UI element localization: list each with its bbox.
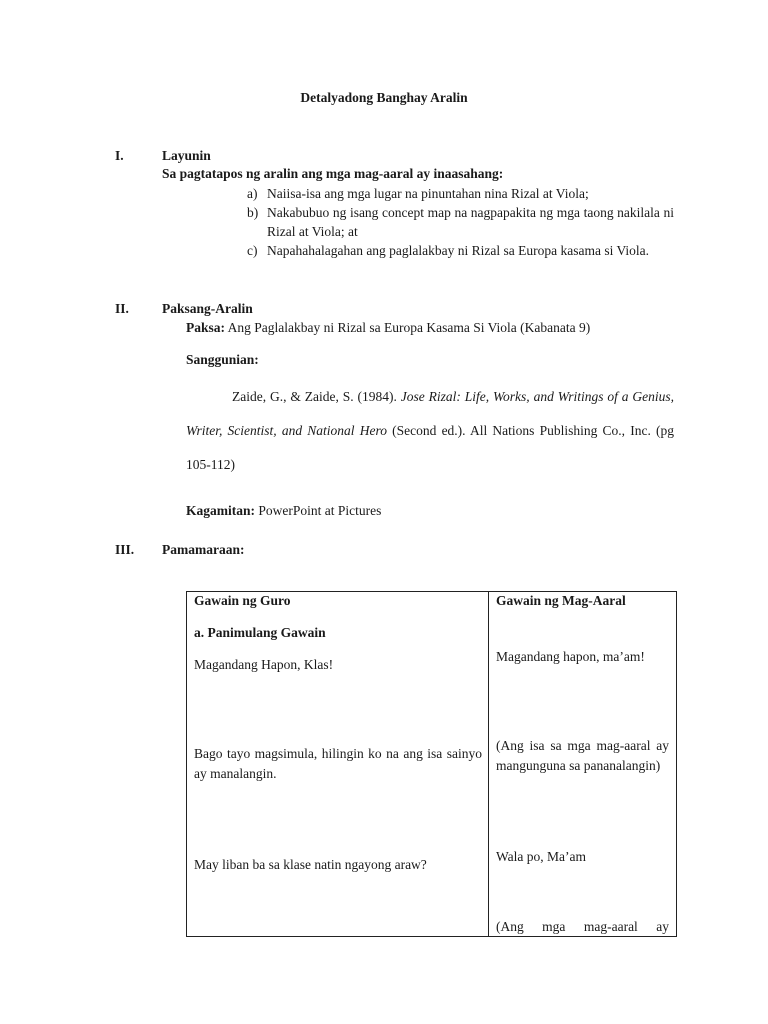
objective-text: Nakabubuo ng isang concept map na nagpapakita ng mga taong nakilala ni Rizal at Viola; at — [267, 205, 674, 239]
objective-item — [247, 203, 674, 241]
paksa-line — [186, 319, 590, 337]
objectives-intro: Sa pagtatapos ng aralin ang mga mag-aaral ay inaasahang: — [162, 166, 504, 181]
paksa-value: Ang Paglalakbay ni Rizal sa Europa Kasama Si Viola (Kabanata 9) — [225, 320, 591, 335]
section-3-heading: Pamamaraan: — [162, 542, 245, 557]
magaaral-line: Wala po, Ma’am — [496, 849, 587, 864]
section-3-numeral: III. — [115, 542, 135, 557]
objectives-list — [247, 184, 674, 260]
magaaral-line: (Ang mga mag-aaral ay — [496, 919, 669, 934]
objective-item — [247, 241, 674, 260]
reference-authors: Zaide, G., & Zaide, S. (1984). — [232, 389, 401, 404]
procedure-table — [186, 591, 677, 937]
magaaral-column — [489, 592, 677, 937]
paksa-label: Paksa: — [186, 320, 226, 335]
kagamitan-label: Kagamitan: — [186, 503, 255, 518]
kagamitan-line — [186, 502, 381, 520]
guro-column — [187, 592, 489, 937]
guro-column-header: Gawain ng Guro — [194, 593, 291, 608]
objective-item — [247, 184, 674, 203]
objective-text: Naiisa-isa ang mga lugar na pinuntahan nina Rizal at Viola; — [267, 186, 589, 201]
section-2-heading: Paksang-Aralin — [162, 301, 253, 316]
objective-marker: c) — [247, 243, 258, 258]
magaaral-line: Magandang hapon, ma’am! — [496, 649, 645, 664]
objective-marker: b) — [247, 205, 259, 220]
guro-line: Bago tayo magsimula, hilingin ko na ang isa sainyo ay manalangin. — [194, 746, 482, 781]
objective-marker: a) — [247, 186, 258, 201]
reference-rest: (Second ed.). All Nations Publishing Co., Inc. (pg 105-112) — [186, 423, 674, 472]
reference-paragraph — [186, 380, 674, 482]
guro-line: May liban ba sa klase natin ngayong araw? — [194, 857, 427, 872]
document-title: Detalyadong Banghay Aralin — [300, 90, 468, 105]
kagamitan-value: PowerPoint at Pictures — [255, 503, 382, 518]
section-2-numeral: II. — [115, 301, 129, 316]
panimulang-gawain-heading: a. Panimulang Gawain — [194, 625, 326, 640]
magaaral-column-header: Gawain ng Mag-Aaral — [496, 593, 626, 608]
reference-book-title: Jose Rizal: Life, Works, and Writings of a Genius, Writer, Scientist, and National Hero — [186, 389, 674, 438]
section-1-numeral: I. — [115, 148, 124, 163]
magaaral-line: (Ang isa sa mga mag-aaral ay mangunguna sa pananalangin) — [496, 738, 669, 773]
guro-line: Magandang Hapon, Klas! — [194, 657, 334, 672]
sanggunian-label: Sanggunian: — [186, 352, 259, 367]
objective-text: Napahahalagahan ang paglalakbay ni Rizal sa Europa kasama si Viola. — [267, 243, 650, 258]
section-1-heading: Layunin — [162, 148, 211, 163]
